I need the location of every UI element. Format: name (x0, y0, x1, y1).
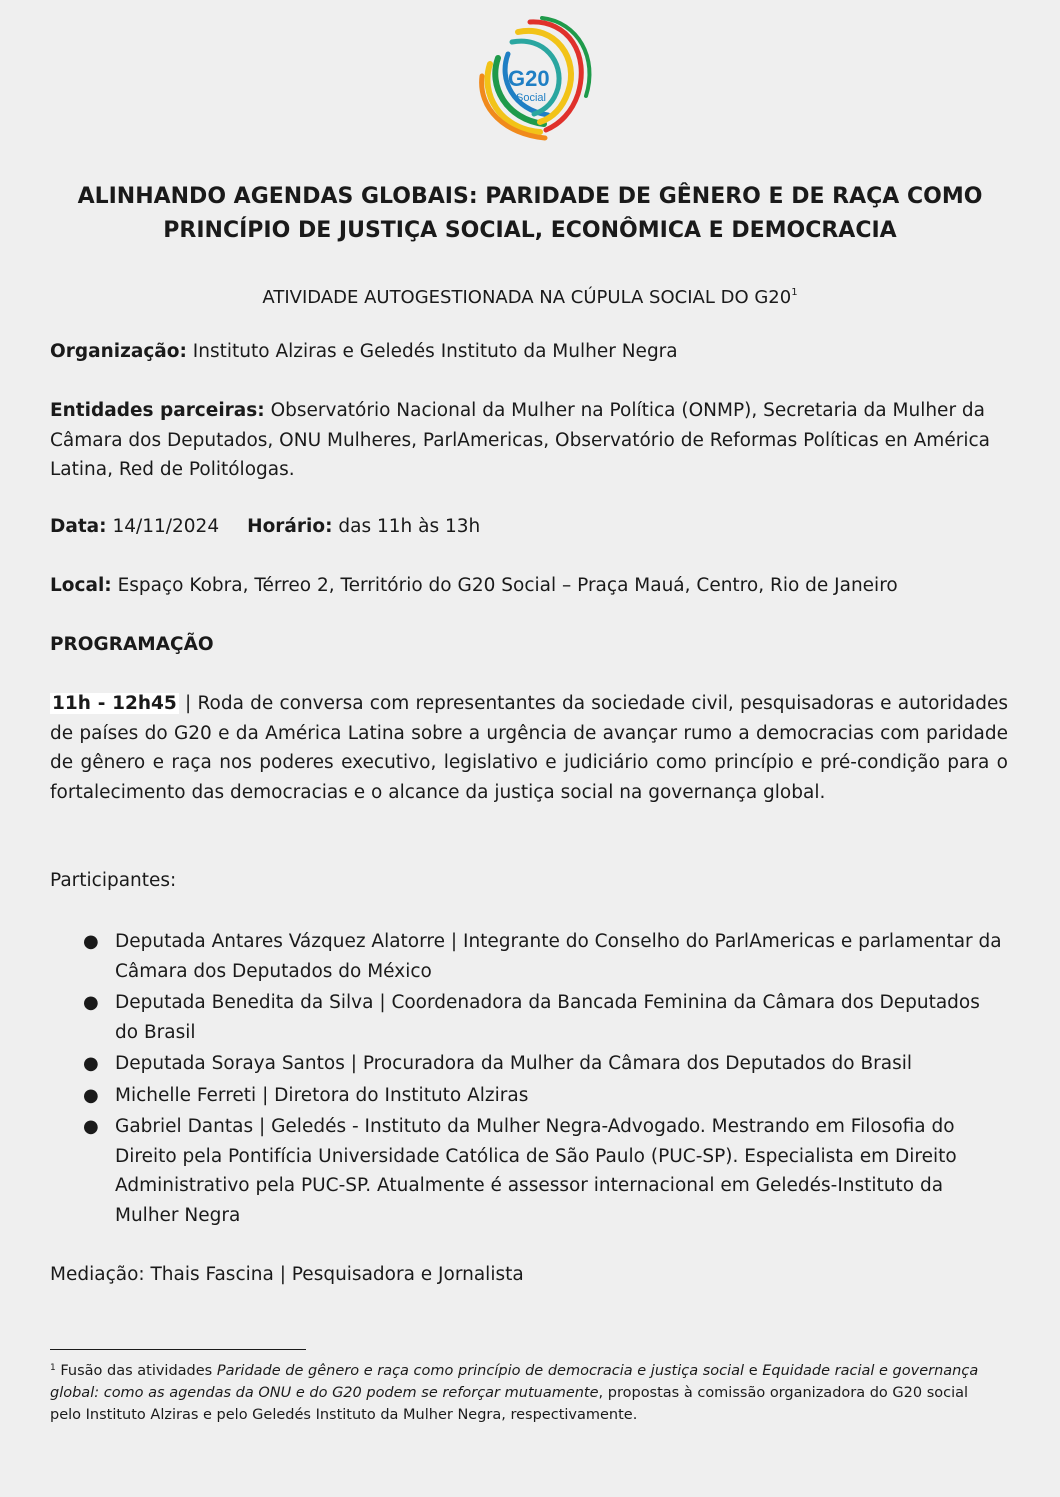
participant-text: Gabriel Dantas | Geledés - Instituto da Mulher Negra-Advogado. Mestrando em Filosofia do Direito pela Pontifícia Universidade Católica de São Paulo (PUC-SP). Especialista em Direito Administrativo pela PUC-SP. Atualmente é assessor internacional em Geledés-Instituto da Mulher Negra (115, 1116, 957, 1226)
participant-text: Deputada Benedita da Silva | Coordenadora da Bancada Feminina da Câmara dos Deputados do Brasil (115, 992, 980, 1043)
participant-text: Michelle Ferreti | Diretora do Instituto Alziras (115, 1084, 529, 1106)
subtitle-text: ATIVIDADE AUTOGESTIONADA NA CÚPULA SOCIAL DO G20 (262, 287, 792, 308)
footnote (50, 1357, 1000, 1426)
logo-g20-text: G20 (508, 66, 550, 91)
document-subtitle (60, 280, 1000, 311)
footnote-part3: , propostas à comissão organizadora do G20 social pelo Instituto Alziras e pelo Geledés Instituto da Mulher Negra, respectivamente. (50, 1385, 969, 1423)
list-item (80, 1081, 1008, 1111)
local-label: Local: (50, 575, 112, 596)
local-value: Espaço Kobra, Térreo 2, Território do G20 Social – Praça Mauá, Centro, Rio de Janeiro (117, 575, 898, 596)
date-line (50, 512, 1008, 542)
footnote-italic2: Equidade racial e governança global: como as agendas da ONU e do G20 podem se reforçar mutuamente (50, 1363, 979, 1401)
organizacao-line (50, 337, 1008, 367)
footnote-part1: Fusão das atividades (60, 1363, 217, 1379)
entidades-value: Observatório Nacional da Mulher na Política (ONMP), Secretaria da Mulher da Câmara dos Deputados, ONU Mulheres, ParlAmericas, Observatório de Reformas Políticas en América Latina, Red de Politólogas. (50, 400, 990, 480)
mediacao-line: Mediação: Thais Fascina | Pesquisadora e Jornalista (50, 1264, 524, 1285)
entidades-line (50, 396, 1008, 485)
bullet-icon: ● (83, 1116, 99, 1137)
data-label: Data: (50, 516, 107, 537)
footnote-part2: e (744, 1363, 763, 1379)
session-text: | Roda de conversa com representantes da sociedade civil, pesquisadoras e autoridades de países do G20 e da América Latina sobre a urgência de avançar rumo a democracias com paridade de gênero e raça nos poderes executivo, legislativo e judiciário como princípio e pré-condição para o fortalecimento das democracias e o alcance da justiça social na governança global. (50, 693, 1008, 803)
bullet-icon: ● (83, 992, 99, 1013)
g20-social-logo-graphic (460, 14, 600, 142)
footnote-italic1: Paridade de gênero e raça como princípio de democracia e justiça social (216, 1363, 745, 1379)
horario-value: das 11h às 13h (338, 516, 481, 537)
list-item (80, 927, 1008, 986)
data-value: 14/11/2024 (112, 516, 220, 537)
local-line (50, 571, 1008, 601)
list-item (80, 1112, 1008, 1230)
list-item (80, 988, 1008, 1047)
g20-social-logo (460, 14, 600, 142)
bullet-icon: ● (83, 1084, 99, 1106)
participantes-label: Participantes: (50, 870, 177, 891)
session-time: 11h - 12h45 (52, 693, 177, 714)
horario-label: Horário: (247, 516, 333, 537)
logo-social-text: Social (516, 92, 546, 104)
entidades-label: Entidades parceiras: (50, 400, 265, 421)
bullet-icon: ● (83, 1053, 99, 1074)
footnote-number: 1 (50, 1363, 56, 1373)
participant-text: Deputada Antares Vázquez Alatorre | Integrante do Conselho do ParlAmericas e parlamentar da Câmara dos Deputados do México (115, 931, 1002, 982)
programacao-heading: PROGRAMAÇÃO (50, 634, 214, 655)
bullet-icon: ● (83, 931, 99, 952)
participant-text: Deputada Soraya Santos | Procuradora da Mulher da Câmara dos Deputados do Brasil (115, 1053, 913, 1074)
document-title: ALINHANDO AGENDAS GLOBAIS: PARIDADE DE GÊNERO E DE RAÇA COMO PRINCÍPIO DE JUSTIÇA SOCIAL, ECONÔMICA E DEMOCRACIA (77, 184, 983, 243)
organizacao-label: Organização: (50, 341, 187, 362)
organizacao-value: Instituto Alziras e Geledés Instituto da Mulher Negra (192, 341, 678, 362)
footnote-ref: 1 (791, 287, 798, 298)
participants-list (80, 927, 1008, 1232)
list-item (80, 1049, 1008, 1079)
session-description (50, 689, 1008, 807)
footnote-divider (50, 1349, 306, 1350)
